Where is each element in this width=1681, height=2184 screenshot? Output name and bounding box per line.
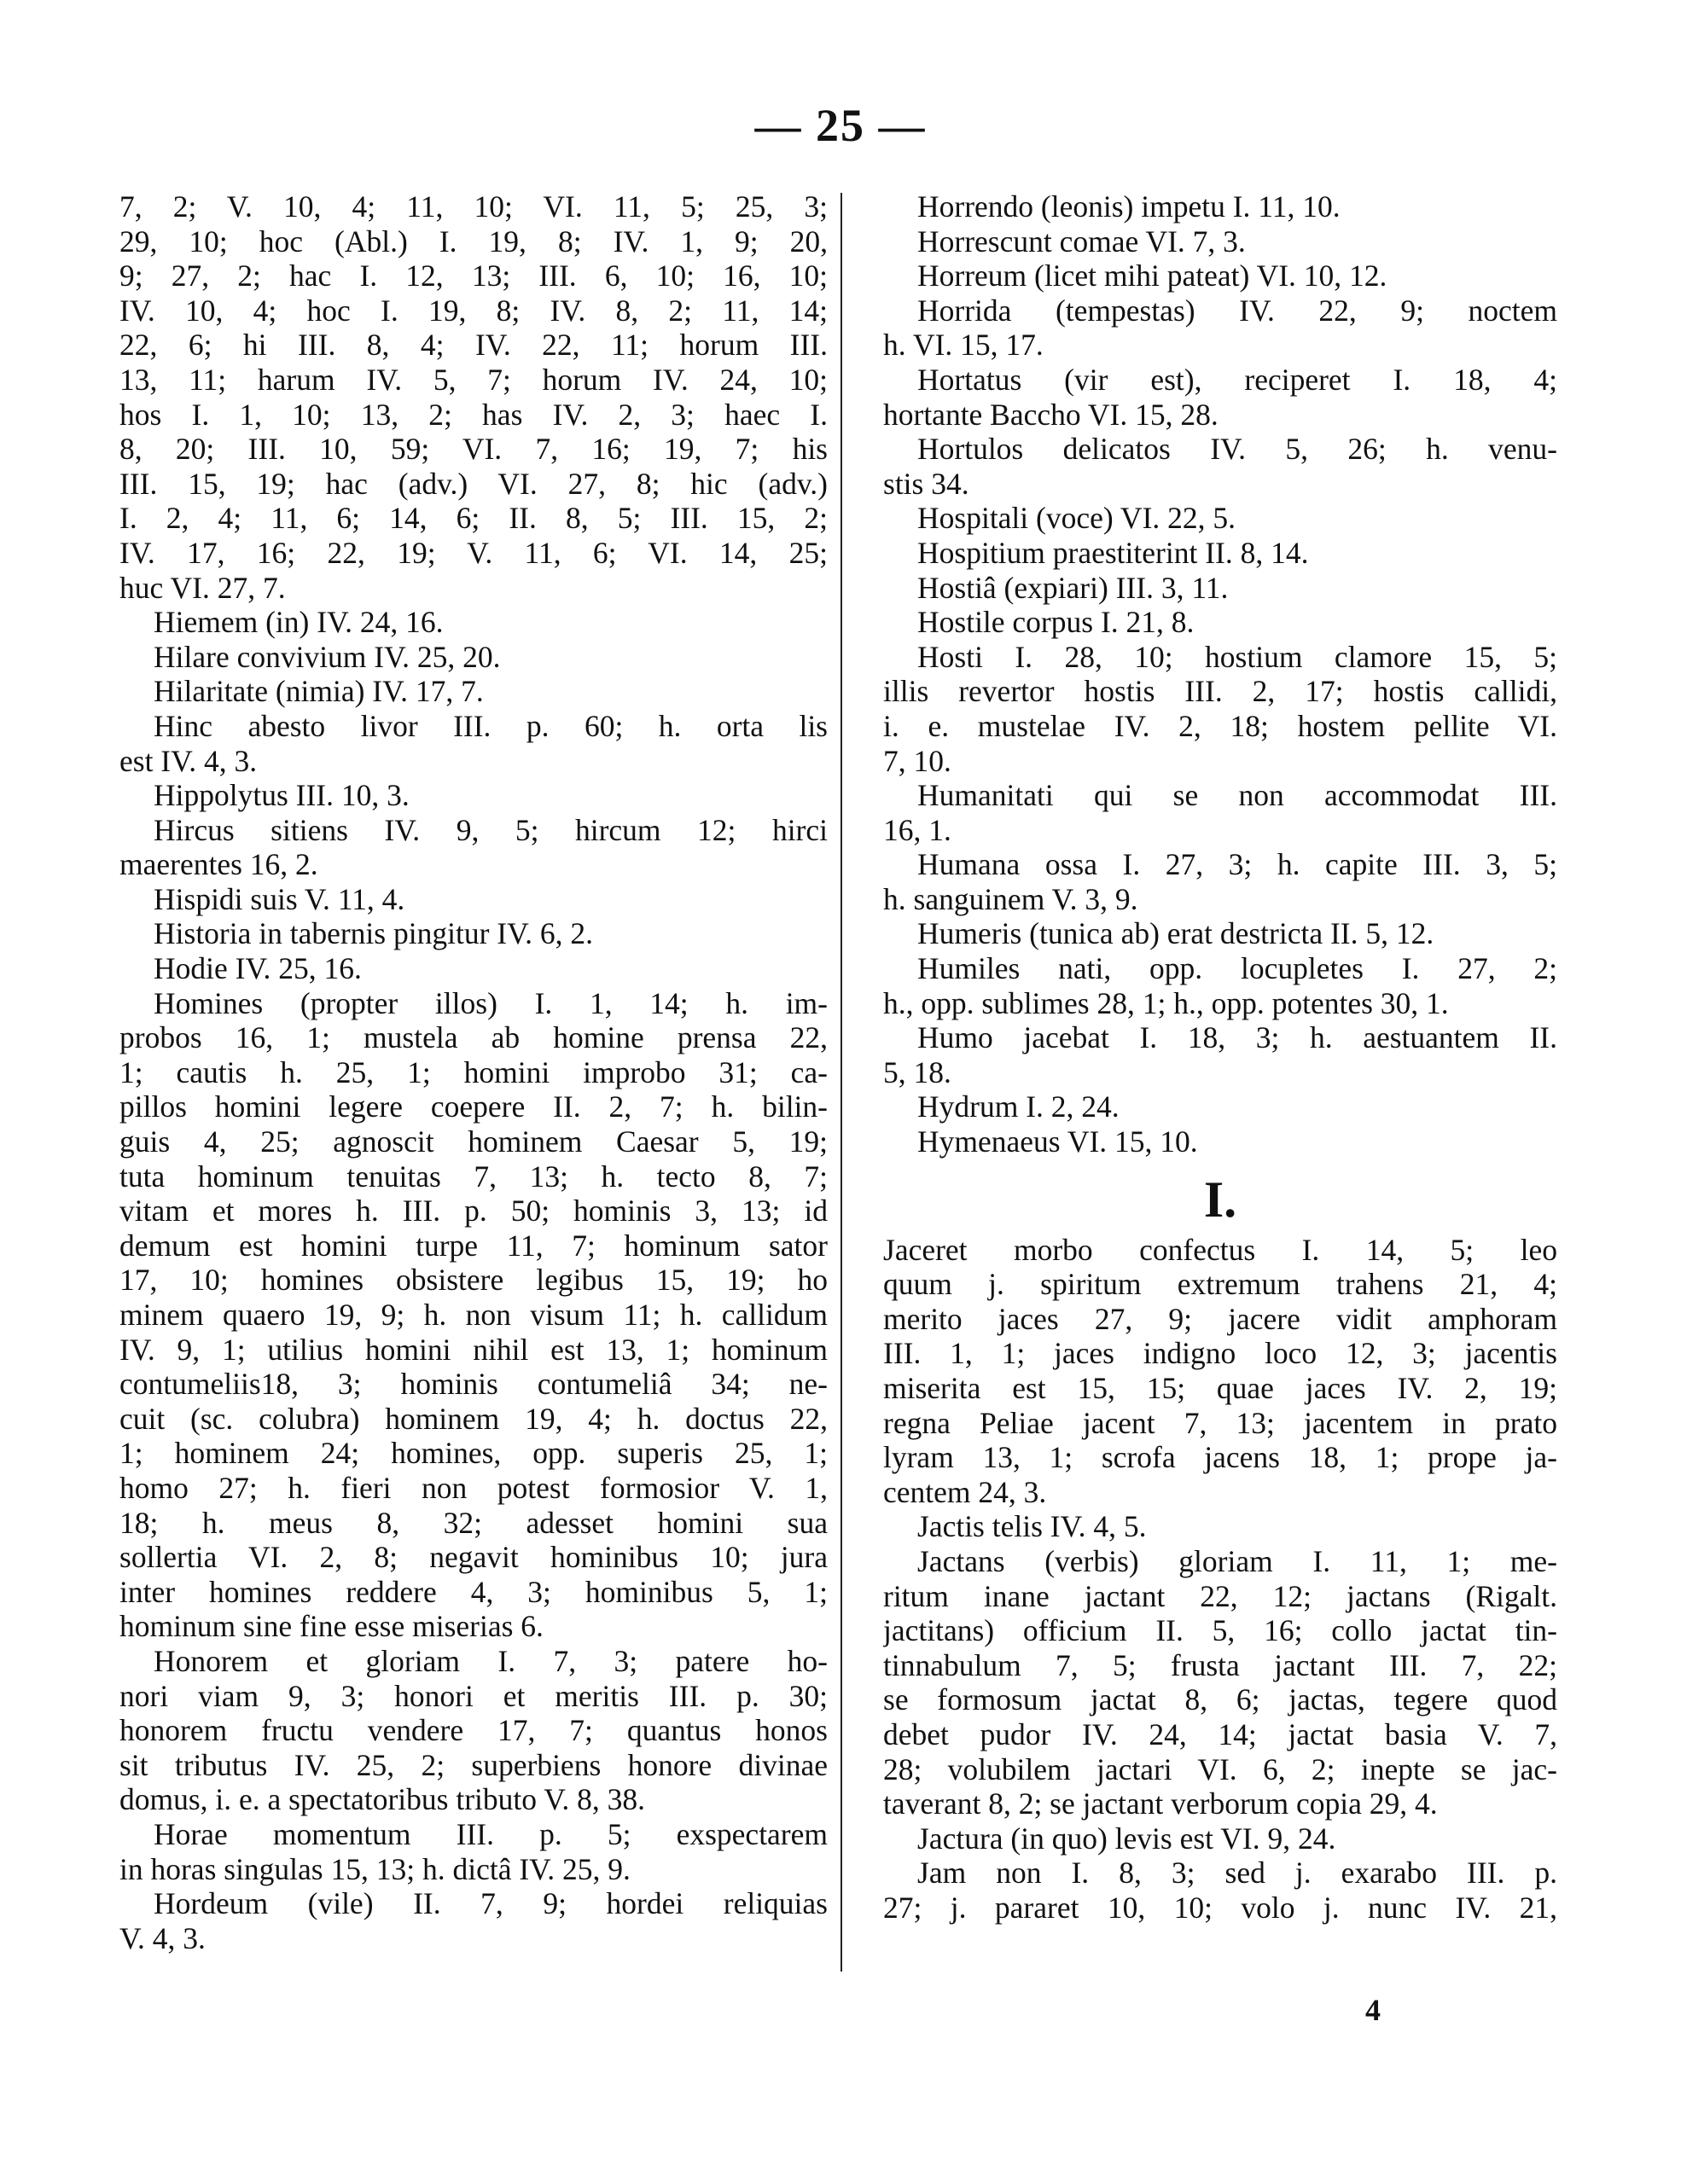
page-number: — 25 — [754,100,927,151]
text-line: minem quaero 19, 9; h. non visum 11; h. callidum [119,1298,828,1332]
text-line: est IV. 4, 3. [119,743,258,778]
text-line: Hortatus (vir est), reciperet I. 18, 4; [917,362,1557,397]
text-line: 27; j. pararet 10, 10; volo j. nunc IV. 21, [883,1890,1557,1925]
text-line: IV. 17, 16; 22, 19; V. 11, 6; VI. 14, 25; [119,535,828,570]
text-line: Jactans (verbis) gloriam I. 11, 1; me- [917,1543,1557,1578]
text-line: quum j. spiritum extremum trahens 21, 4; [883,1267,1557,1302]
text-line: Hiemem (in) IV. 24, 16. [154,605,444,640]
text-line: Humiles nati, opp. locupletes I. 27, 2; [917,951,1557,986]
column-divider [840,193,842,1972]
text-line: hos I. 1, 10; 13, 2; has IV. 2, 3; haec I. [119,397,828,432]
text-line: hominum sine fine esse miserias 6. [119,1609,544,1644]
text-line: 7, 10. [883,743,951,778]
text-line: vitam et mores h. III. p. 50; hominis 3, 13; id [119,1194,828,1228]
right-column-entries-i [883,1233,1557,1926]
text-line: tuta hominum tenuitas 7, 13; h. tecto 8, 7; [119,1159,828,1194]
text-line: 28; volubilem jactari VI. 6, 2; inepte se jac- [883,1751,1557,1786]
text-line: III. 1, 1; jaces indigno loco 12, 3; jacentis [883,1336,1557,1371]
text-line: homo 27; h. fieri non potest formosior V. 1, [119,1470,828,1505]
text-line: demum est homini turpe 11, 7; hominum sator [119,1228,828,1263]
text-line: 8, 20; III. 10, 59; VI. 7, 16; 19, 7; his [119,432,828,467]
text-line: Hinc abesto livor III. p. 60; h. orta lis [154,708,828,743]
text-line: 17, 10; homines obsistere legibus 15, 19; ho [119,1263,828,1298]
text-line: 7, 2; V. 10, 4; 11, 10; VI. 11, 5; 25, 3; [119,189,828,224]
text-line: h. VI. 15, 17. [883,328,1044,363]
text-line: Jaceret morbo confectus I. 14, 5; leo [883,1232,1557,1267]
text-line: V. 4, 3. [119,1920,206,1955]
text-line: inter homines reddere 4, 3; hominibus 5, 1; [119,1574,828,1609]
text-line: Horrendo (leonis) impetu I. 11, 10. [917,189,1341,224]
text-line: 22, 6; hi III. 8, 4; IV. 22, 11; horum III. [119,328,828,363]
text-line: ritum inane jactant 22, 12; jactans (Rigalt. [883,1578,1557,1613]
text-line: h., opp. sublimes 28, 1; h., opp. potentes 30, 1. [883,985,1449,1020]
text-line: lyram 13, 1; scrofa jacens 18, 1; prope ja- [883,1440,1557,1475]
text-line: Horrescunt comae VI. 7, 3. [917,224,1246,258]
text-line: Honorem et gloriam I. 7, 3; patere ho- [154,1643,828,1678]
signature-mark: 4 [1365,1993,1381,2027]
text-line: regna Peliae jacent 7, 13; jacentem in prato [883,1405,1557,1440]
text-line: IV. 9, 1; utilius homini nihil est 13, 1; hominum [119,1332,828,1367]
text-line: 29, 10; hoc (Abl.) I. 19, 8; IV. 1, 9; 20, [119,224,828,258]
text-line: Homines (propter illos) I. 1, 14; h. im- [154,985,828,1020]
text-line: Hispidi suis V. 11, 4. [154,881,405,916]
text-line: Hortulos delicatos IV. 5, 26; h. venu- [917,432,1557,467]
text-line: pillos homini legere coepere II. 2, 7; h. bilin- [119,1089,828,1124]
text-line: Jactura (in quo) levis est VI. 9, 24. [917,1821,1336,1856]
text-line: Hospitium praestiterint II. 8, 14. [917,535,1309,570]
section-letter: I. [1203,1170,1237,1228]
text-line: Hosti I. 28, 10; hostium clamore 15, 5; [917,639,1557,674]
text-line: maerentes 16, 2. [119,847,318,882]
text-line: sit tributus IV. 25, 2; superbiens honore divinae [119,1747,828,1782]
text-line: Historia in tabernis pingitur IV. 6, 2. [154,916,594,951]
text-line: debet pudor IV. 24, 14; jactat basia V. 7, [883,1716,1557,1751]
text-line: se formosum jactat 8, 6; jactas, tegere quod [883,1682,1557,1717]
text-line: Hostiâ (expiari) III. 3, 11. [917,570,1229,605]
text-line: Hordeum (vile) II. 7, 9; hordei reliquias [154,1886,828,1921]
text-line: 1; hominem 24; homines, opp. superis 25, 1; [119,1436,828,1471]
text-line: centem 24, 3. [883,1474,1047,1509]
text-line: merito jaces 27, 9; jacere vidit amphoram [883,1301,1557,1336]
text-line: 9; 27, 2; hac I. 12, 13; III. 6, 10; 16, 10; [119,258,828,293]
text-line: guis 4, 25; agnoscit hominem Caesar 5, 19; [119,1124,828,1159]
text-line: Hilare convivium IV. 25, 20. [154,639,501,674]
text-line: stis 34. [883,466,969,501]
text-line: 13, 11; harum IV. 5, 7; horum IV. 24, 10; [119,362,828,397]
text-line: Humanitati qui se non accommodat III. [917,778,1557,813]
text-line: honorem fructu vendere 17, 7; quantus honos [119,1713,828,1748]
text-line: 16, 1. [883,812,951,847]
text-line: Humeris (tunica ab) erat destricta II. 5, 12. [917,916,1434,951]
text-line: probos 16, 1; mustela ab homine prensa 22, [119,1020,828,1055]
text-line: Horreum (licet mihi pateat) VI. 10, 12. [917,258,1387,293]
left-column [119,189,828,1955]
text-line: Hilaritate (nimia) IV. 17, 7. [154,674,484,709]
text-line: contumeliis18, 3; hominis contumeliâ 34; ne- [119,1367,828,1402]
text-line: miserita est 15, 15; quae jaces IV. 2, 19; [883,1371,1557,1405]
text-line: Hostile corpus I. 21, 8. [917,605,1195,640]
text-line: Hospitali (voce) VI. 22, 5. [917,501,1236,536]
text-line: Hodie IV. 25, 16. [154,951,362,986]
text-line: Hippolytus III. 10, 3. [154,778,410,813]
text-line: nori viam 9, 3; honori et meritis III. p. 30; [119,1678,828,1713]
text-line: h. sanguinem V. 3, 9. [883,881,1138,916]
text-line: in horas singulas 15, 13; h. dictâ IV. 25, 9. [119,1851,631,1886]
text-line: huc VI. 27, 7. [119,570,286,605]
text-line: Hymenaeus VI. 15, 10. [917,1124,1198,1159]
text-line: tinnabulum 7, 5; frusta jactant III. 7, 22; [883,1647,1557,1682]
right-column-entries-h [883,189,1557,1159]
text-line: IV. 10, 4; hoc I. 19, 8; IV. 8, 2; 11, 14; [119,293,828,328]
text-line: cuit (sc. colubra) hominem 19, 4; h. doctus 22, [119,1401,828,1436]
text-line: Jactis telis IV. 4, 5. [917,1509,1147,1544]
text-line: taverant 8, 2; se jactant verborum copia 29, 4. [883,1786,1438,1821]
text-line: Jam non I. 8, 3; sed j. exarabo III. p. [917,1856,1557,1891]
text-line: Humana ossa I. 27, 3; h. capite III. 3, 5; [917,847,1557,882]
text-line: III. 15, 19; hac (adv.) VI. 27, 8; hic (adv.) [119,466,828,501]
text-line: 1; cautis h. 25, 1; homini improbo 31; ca- [119,1054,828,1089]
text-line: sollertia VI. 2, 8; negavit hominibus 10; jura [119,1540,828,1575]
text-line: I. 2, 4; 11, 6; 14, 6; II. 8, 5; III. 15, 2; [119,501,828,536]
text-line: 5, 18. [883,1054,951,1089]
text-line: hortante Baccho VI. 15, 28. [883,397,1219,432]
text-line: i. e. mustelae IV. 2, 18; hostem pellite VI. [883,708,1557,743]
text-line: illis revertor hostis III. 2, 17; hostis callidi, [883,674,1557,709]
right-column [883,189,1557,1926]
text-line: jactitans) officium II. 5, 16; collo jactat tin- [883,1613,1557,1648]
text-line: Horae momentum III. p. 5; exspectarem [154,1816,828,1851]
text-line: Horrida (tempestas) IV. 22, 9; noctem [917,293,1557,328]
text-line: domus, i. e. a spectatoribus tributo V. 8, 38. [119,1782,645,1817]
text-line: Hydrum I. 2, 24. [917,1089,1120,1124]
text-line: Hircus sitiens IV. 9, 5; hircum 12; hirci [154,812,828,847]
text-line: Humo jacebat I. 18, 3; h. aestuantem II. [917,1020,1557,1055]
text-line: 18; h. meus 8, 32; adesset homini sua [119,1505,828,1540]
